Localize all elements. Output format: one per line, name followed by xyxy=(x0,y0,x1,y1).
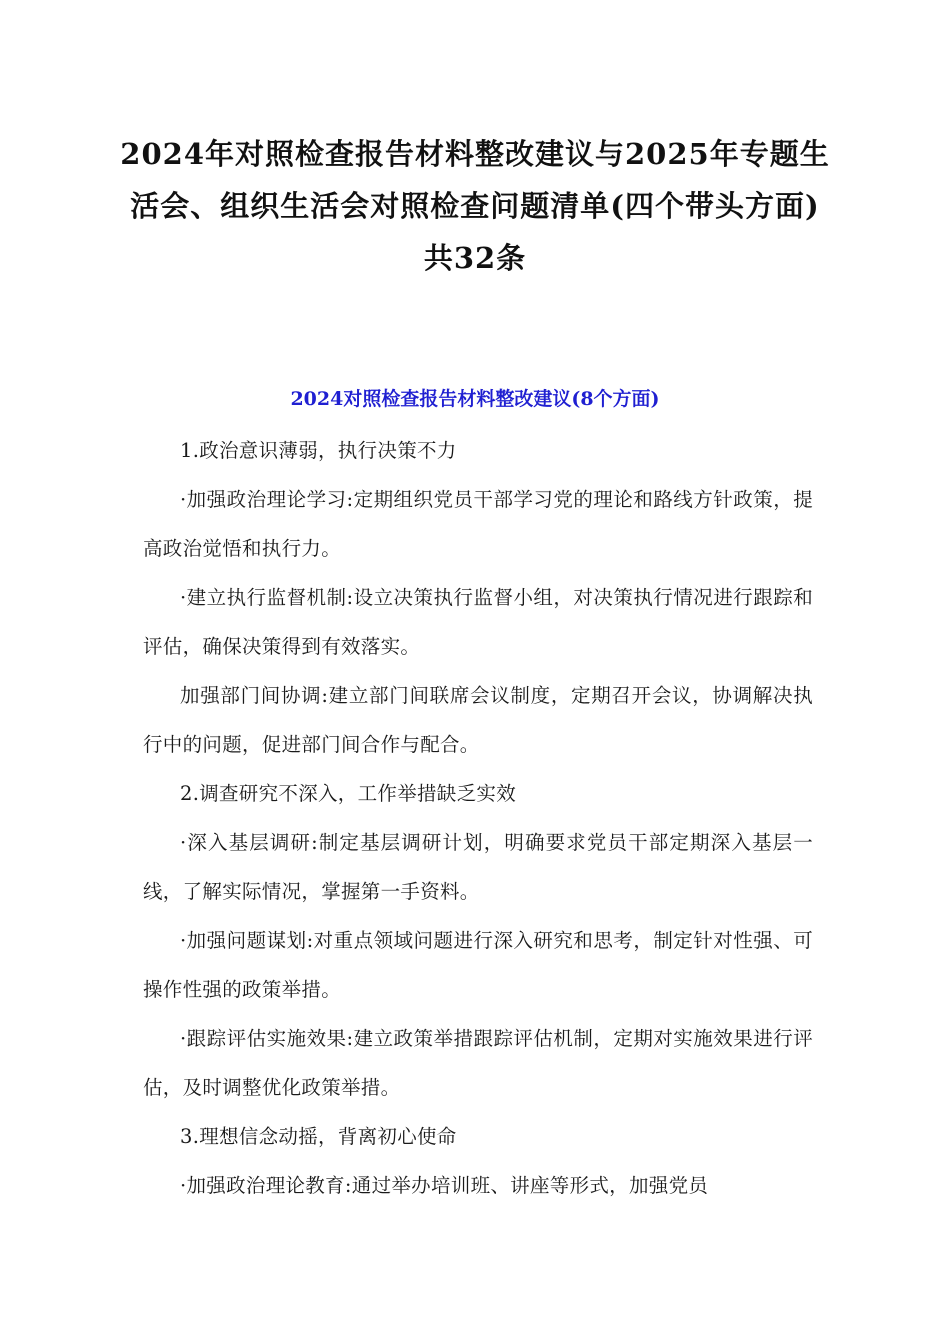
paragraph: 加强部门间协调:建立部门间联席会议制度，定期召开会议，协调解决执行中的问题，促进部门间合作与配合。 xyxy=(143,684,813,756)
document-title xyxy=(120,128,830,284)
item-heading-3: 3.理想信念动摇，背离初心使命 xyxy=(180,1125,457,1148)
paragraph: ·加强政治理论学习:定期组织党员干部学习党的理论和路线方针政策，提高政治觉悟和执行力。 xyxy=(143,488,813,560)
paragraph: ·加强政治理论教育:通过举办培训班、讲座等形式，加强党员 xyxy=(180,1174,709,1197)
item-heading-2: 2.调查研究不深入，工作举措缺乏实效 xyxy=(180,782,517,805)
paragraph: ·跟踪评估实施效果:建立政策举措跟踪评估机制，定期对实施效果进行评估，及时调整优化政策举措。 xyxy=(143,1027,813,1099)
title-line-3: 共32条 xyxy=(423,241,527,275)
paragraph: ·深入基层调研:制定基层调研计划，明确要求党员干部定期深入基层一线，了解实际情况，掌握第一手资料。 xyxy=(143,831,813,903)
document-body xyxy=(143,426,813,1210)
paragraph: ·建立执行监督机制:设立决策执行监督小组，对决策执行情况进行跟踪和评估，确保决策得到有效落实。 xyxy=(143,586,813,658)
section-heading: 2024对照检查报告材料整改建议(8个方面) xyxy=(290,388,660,410)
item-heading-1: 1.政治意识薄弱，执行决策不力 xyxy=(180,439,457,462)
title-line-2: 活会、组织生活会对照检查问题清单(四个带头方面) xyxy=(130,189,820,223)
paragraph: ·加强问题谋划:对重点领域问题进行深入研究和思考，制定针对性强、可操作性强的政策举措。 xyxy=(143,929,813,1001)
title-line-1: 2024年对照检查报告材料整改建议与2025年专题生 xyxy=(120,137,830,171)
